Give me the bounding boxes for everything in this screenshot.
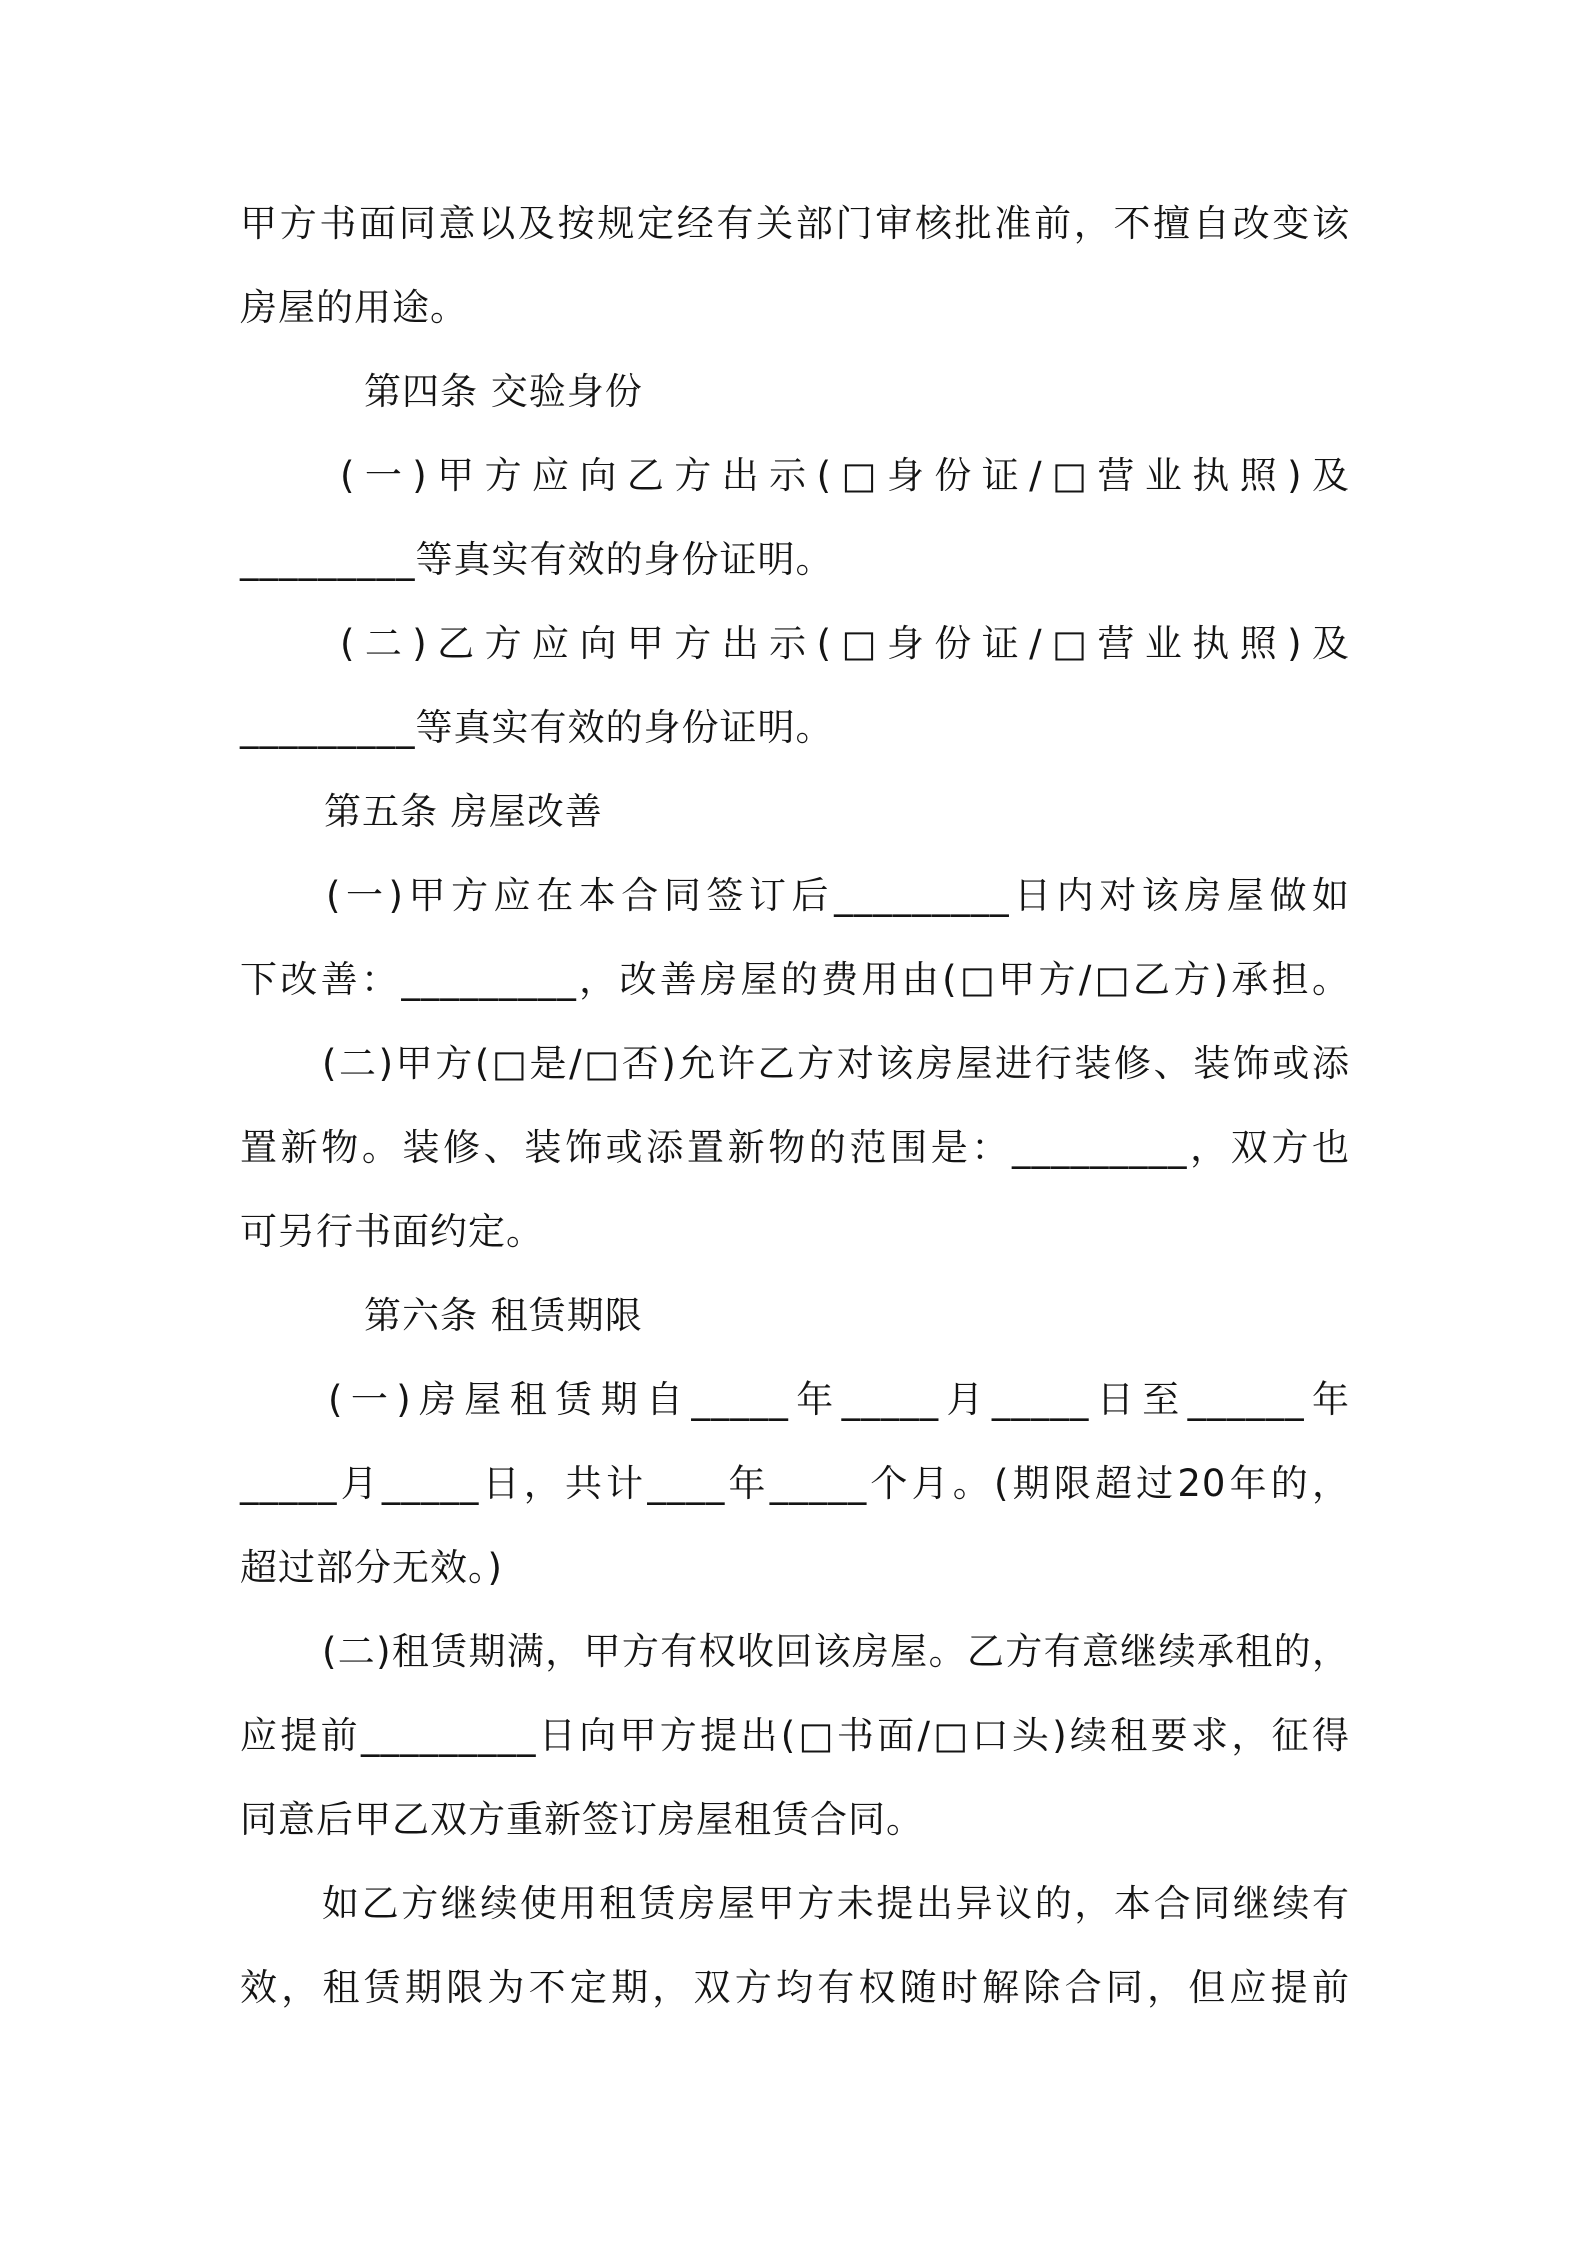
section-heading-text: 第六条 租赁期限: [364, 1294, 643, 1337]
paragraph-text: 置新物。装修、装饰或添置新物的范围是：_________，双方也: [240, 1126, 1350, 1169]
paragraph-text: (二)甲方(□是/□否)允许乙方对该房屋进行装修、装饰或添: [322, 1042, 1350, 1085]
paragraph-line: [0, 1956, 1586, 2020]
paragraph-text: 应提前_________日向甲方提出(□书面/□口头)续租要求，征得: [240, 1714, 1350, 1757]
paragraph-line: [0, 1032, 1586, 1096]
paragraph-line: [0, 1620, 1586, 1684]
paragraph-line: [0, 1788, 1586, 1852]
paragraph-line: [0, 1452, 1586, 1516]
paragraph-line: [0, 696, 1586, 760]
paragraph-line: [0, 948, 1586, 1012]
paragraph-text: 超过部分无效。): [240, 1546, 503, 1589]
paragraph-text: 下改善：_________，改善房屋的费用由(□甲方/□乙方)承担。: [240, 958, 1350, 1001]
paragraph-text: 同意后甲乙双方重新签订房屋租赁合同。: [240, 1798, 924, 1841]
paragraph-text: (一)甲方应向乙方出示(□身份证/□营业执照)及: [340, 454, 1350, 497]
section-heading-text: 第四条 交验身份: [364, 370, 643, 413]
paragraph-text: 效，租赁期限为不定期，双方均有权随时解除合同，但应提前: [240, 1966, 1350, 2009]
paragraph-line: [0, 1872, 1586, 1936]
paragraph-line: [0, 1116, 1586, 1180]
paragraph-text: _________等真实有效的身份证明。: [240, 538, 834, 581]
section-heading: [0, 780, 1586, 844]
paragraph-text: (二)乙方应向甲方出示(□身份证/□营业执照)及: [340, 622, 1350, 665]
paragraph-text: (二)租赁期满，甲方有权收回该房屋。乙方有意继续承租的，: [322, 1630, 1350, 1673]
paragraph-line: [0, 1536, 1586, 1600]
section-heading-text: 第五条 房屋改善: [324, 790, 603, 833]
paragraph-line: [0, 864, 1586, 928]
section-heading: [0, 360, 1586, 424]
paragraph-line: [0, 528, 1586, 592]
section-heading: [0, 1284, 1586, 1348]
paragraph-line: [0, 612, 1586, 676]
paragraph-text: (一)房屋租赁期自_____年_____月_____日至______年: [328, 1378, 1350, 1421]
paragraph-text: _________等真实有效的身份证明。: [240, 706, 834, 749]
paragraph-text: 如乙方继续使用租赁房屋甲方未提出异议的，本合同继续有: [322, 1882, 1350, 1925]
paragraph-text: 可另行书面约定。: [240, 1210, 544, 1253]
paragraph-text: 甲方书面同意以及按规定经有关部门审核批准前，不擅自改变该: [240, 202, 1350, 245]
paragraph-line: [0, 1704, 1586, 1768]
paragraph-text: _____月_____日，共计____年_____个月。(期限超过20年的，: [240, 1462, 1350, 1505]
paragraph-text: (一)甲方应在本合同签订后_________日内对该房屋做如: [326, 874, 1350, 917]
paragraph-line: [0, 1200, 1586, 1264]
paragraph-text: 房屋的用途。: [240, 286, 468, 329]
paragraph-line: [0, 444, 1586, 508]
paragraph-line: [0, 1368, 1586, 1432]
paragraph-line: [0, 276, 1586, 340]
paragraph-line: [0, 192, 1586, 256]
